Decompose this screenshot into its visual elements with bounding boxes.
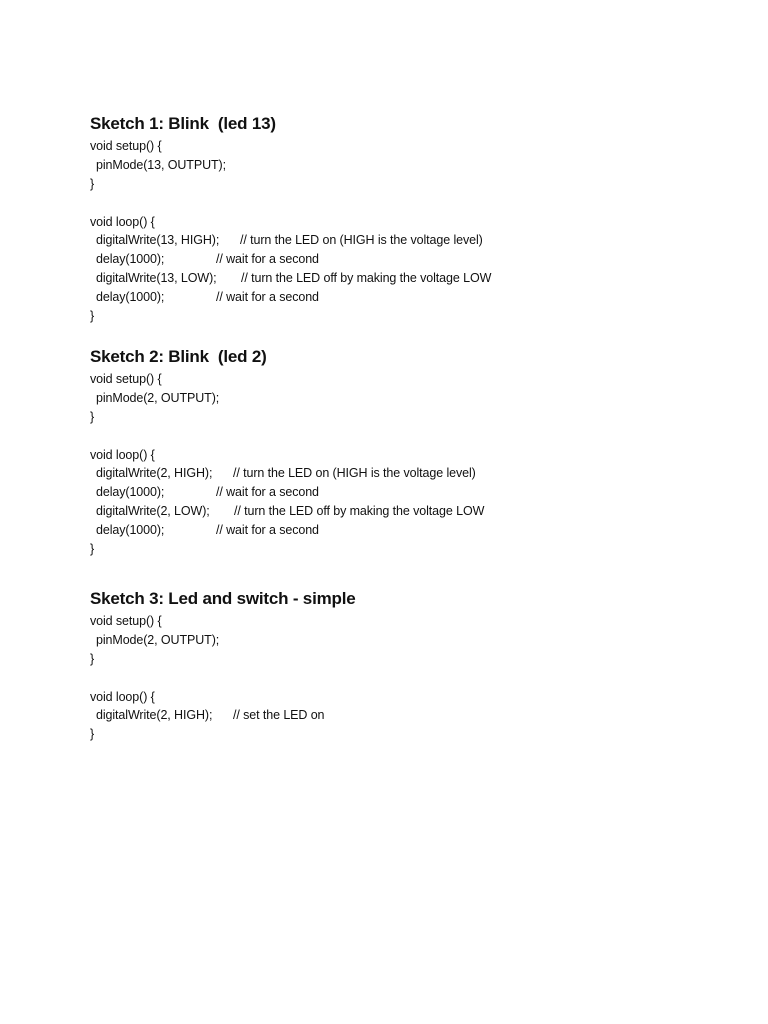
code-line: delay(1000); // wait for a second [96, 290, 319, 305]
code-line: digitalWrite(2, HIGH); // set the LED on [96, 708, 325, 723]
code-line: void setup() { [90, 139, 162, 153]
sketch-1-code [90, 137, 730, 326]
code-comment: // wait for a second [216, 290, 319, 305]
code-line: delay(1000); // wait for a second [96, 485, 319, 500]
sketch-1-section [90, 112, 730, 326]
code-line: pinMode(2, OUTPUT); [96, 390, 220, 405]
code-comment: // wait for a second [216, 252, 319, 267]
blank-line [90, 194, 730, 213]
code-line: digitalWrite(13, LOW); // turn the LED off by making the voltage LOW [96, 271, 492, 286]
code-comment: // set the LED on [233, 708, 325, 723]
code-comment: // turn the LED off by making the voltage LOW [241, 271, 492, 286]
code-line: digitalWrite(2, HIGH); // turn the LED on (HIGH is the voltage level) [96, 466, 476, 481]
code-line: } [90, 409, 95, 424]
code-line: pinMode(13, OUTPUT); [96, 157, 226, 172]
sketch-3-section [90, 587, 730, 744]
sketch-3-title: Sketch 3: Led and switch - simple [90, 589, 356, 608]
code-line: delay(1000); // wait for a second [96, 252, 319, 267]
code-comment: // wait for a second [216, 485, 319, 500]
code-line: void loop() { [90, 447, 155, 462]
code-comment: // turn the LED on (HIGH is the voltage level) [240, 233, 483, 248]
blank-line [90, 669, 730, 688]
code-line: } [90, 309, 95, 324]
code-line: void setup() { [90, 372, 162, 386]
code-comment: // turn the LED on (HIGH is the voltage level) [233, 466, 476, 481]
code-comment: // turn the LED off by making the voltage LOW [234, 504, 485, 519]
sketch-3-code [90, 612, 730, 744]
document-page [90, 0, 730, 1024]
code-line: } [90, 176, 95, 191]
code-line: digitalWrite(2, LOW); // turn the LED off by making the voltage LOW [96, 504, 485, 519]
code-line: void loop() { [90, 214, 155, 229]
code-line: } [90, 727, 95, 742]
code-line: delay(1000); // wait for a second [96, 523, 319, 538]
code-line: void setup() { [90, 614, 162, 628]
sketch-2-section [90, 345, 730, 559]
sketch-2-title: Sketch 2: Blink (led 2) [90, 347, 267, 366]
code-line: } [90, 542, 95, 557]
sketch-2-code [90, 370, 730, 559]
blank-line [90, 427, 730, 446]
sketch-1-title: Sketch 1: Blink (led 13) [90, 114, 276, 133]
code-line: void loop() { [90, 689, 155, 704]
code-line: } [90, 651, 95, 666]
code-comment: // wait for a second [216, 523, 319, 538]
code-line: digitalWrite(13, HIGH); // turn the LED on (HIGH is the voltage level) [96, 233, 483, 248]
code-line: pinMode(2, OUTPUT); [96, 632, 220, 647]
